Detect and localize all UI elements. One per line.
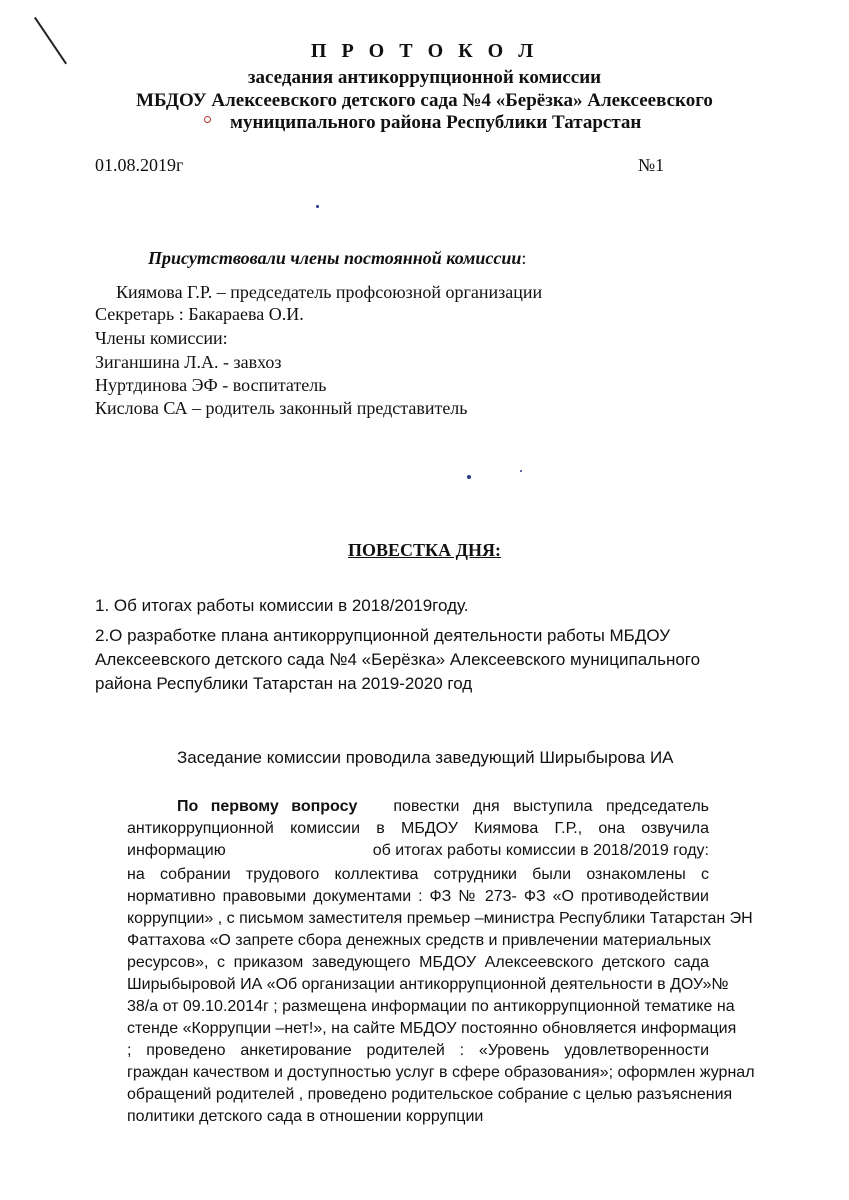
paragraph-line: стенде «Коррупции –нет!», на сайте МБДОУ постоянно обновляется информация <box>127 1020 737 1037</box>
member-line: Члены комиссии: <box>95 328 228 348</box>
paragraph-line: Фаттахова «О запрете сбора денежных средств и привлечении материальных <box>127 932 711 949</box>
scan-artifact-circle <box>204 116 211 123</box>
scan-speck <box>316 205 319 208</box>
paragraph-line: антикоррупционной комиссии в МБДОУ Киямова Г.Р., она озвучила <box>127 820 709 837</box>
protocol-date: 01.08.2019г <box>95 155 184 175</box>
attendance-heading <box>148 248 526 269</box>
member-line: Кислова СА – родитель законный представитель <box>95 398 468 418</box>
paragraph-line: ресурсов», с приказом заведующего МБДОУ Алексеевского детского сада <box>127 954 709 971</box>
scan-speck <box>467 475 471 479</box>
attendance-title: Присутствовали члены постоянной комиссии <box>148 248 522 268</box>
header-line-2: МБДОУ Алексеевского детского сада №4 «Берёзка» Алексеевского <box>136 90 713 111</box>
paragraph-last-line: политики детского сада в отношении коррупции <box>127 1108 484 1125</box>
member-line: Киямова Г.Р. – председатель профсоюзной организации <box>116 282 543 302</box>
paragraph-line: на собрании трудового коллектива сотрудники были ознакомлены с <box>127 866 709 883</box>
member-line: Нуртдинова ЭФ - воспитатель <box>95 375 327 395</box>
document-title: П Р О Т О К О Л <box>310 40 539 62</box>
paragraph-line: нормативно правовыми документами : ФЗ № 273- ФЗ «О противодействии <box>127 888 709 905</box>
paragraph-line: граждан качеством и доступностью услуг в сфере образования»; оформлен журнал <box>127 1064 755 1081</box>
header-line-1: заседания антикоррупционной комиссии <box>247 67 602 88</box>
agenda-item-2-line: Алексеевского детского сада №4 «Берёзка» Алексеевского муниципального <box>95 650 701 669</box>
paragraph-line: Ширыбыровой ИА «Об организации антикоррупционной деятельности в ДОУ»№ <box>127 976 729 993</box>
info-word: информацию <box>127 842 226 859</box>
lead-rest: повестки дня выступила председатель <box>393 798 709 815</box>
chair-statement: Заседание комиссии проводила заведующий Ширыбырова ИА <box>177 748 674 767</box>
paragraph-line: ; проведено анкетирование родителей : «Уровень удовлетворенности <box>127 1042 709 1059</box>
paragraph-line: 38/а от 09.10.2014г ; размещена информации по антикоррупционной тематике на <box>127 998 735 1015</box>
agenda-item-2-line: 2.О разработке плана антикоррупционной деятельности работы МБДОУ <box>95 626 670 645</box>
header-line-3: муниципального района Республики Татарстан <box>230 112 642 133</box>
agenda-heading: ПОВЕСТКА ДНЯ: <box>348 540 501 560</box>
lead-phrase: По первому вопросу <box>177 798 358 815</box>
scan-speck <box>520 470 522 472</box>
paragraph-line: обращений родителей , проведено родительское собрание с целью разъяснения <box>127 1086 733 1103</box>
attendance-colon: : <box>521 248 527 268</box>
member-line: Зиганшина Л.А. - завхоз <box>95 352 282 372</box>
paragraph-line: коррупции» , с письмом заместителя премьер –министра Республики Татарстан ЭН <box>127 910 753 927</box>
agenda-item-2-line: района Республики Татарстан на 2019-2020 год <box>95 674 473 693</box>
member-line: Секретарь : Бакараева О.И. <box>95 304 304 324</box>
agenda-item-1: 1. Об итогах работы комиссии в 2018/2019году. <box>95 596 469 615</box>
info-rest: об итогах работы комиссии в 2018/2019 году: <box>372 842 709 859</box>
protocol-number: №1 <box>638 155 665 175</box>
paragraph-first-line <box>177 798 709 816</box>
paragraph-line-info <box>127 842 709 860</box>
